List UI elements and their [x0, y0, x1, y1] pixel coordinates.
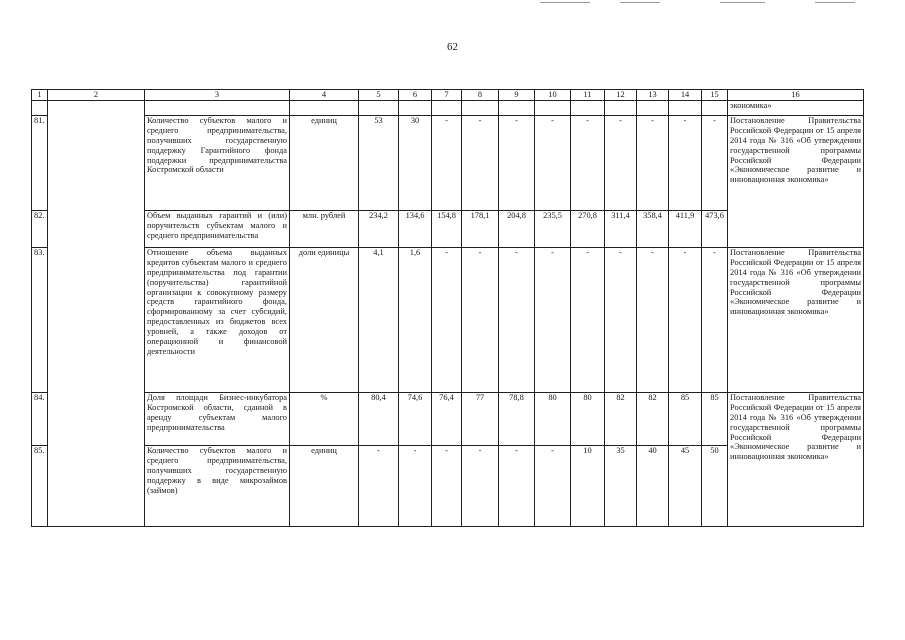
value-cell: 82 [605, 392, 637, 445]
header-row [32, 90, 864, 101]
column-header: 9 [499, 90, 535, 101]
column-header: 3 [145, 90, 290, 101]
value-cell: 53 [359, 115, 399, 210]
value-cell: 473,6 [702, 210, 728, 247]
value-cell: - [462, 115, 499, 210]
indicator-name: Доля площади Бизнес-инкубатора Костромской области, сданной в аренду субъектам малого предпринимательства [145, 392, 290, 445]
table-row [32, 392, 864, 445]
value-cell: 80,4 [359, 392, 399, 445]
source-cell: Постановление Правительства Российской Федерации от 15 апреля 2014 года № 316 «Об утверждении государственной программы Российской Федерации «Экономическое развитие и инновационная экономика» [728, 247, 864, 392]
value-cell: - [462, 247, 499, 392]
value-cell: 154,8 [432, 210, 462, 247]
value-cell: 270,8 [571, 210, 605, 247]
indicator-name: Количество субъектов малого и среднего предпринимательства, получивших государственную поддержку в виде микрозаймов (займов) [145, 445, 290, 526]
value-cell: - [399, 445, 432, 526]
value-cell: 358,4 [637, 210, 669, 247]
value-cell: - [359, 445, 399, 526]
column-header: 4 [290, 90, 359, 101]
page-number: 62 [447, 41, 458, 53]
value-cell: - [571, 115, 605, 210]
value-cell: 10 [571, 445, 605, 526]
column-header: 16 [728, 90, 864, 101]
scan-edge-line [720, 2, 765, 3]
column-header: 8 [462, 90, 499, 101]
column-header: 5 [359, 90, 399, 101]
value-cell: 1,6 [399, 247, 432, 392]
source-cell: Постановление Правительства Российской Федерации от 15 апреля 2014 года № 316 «Об утверждении государственной программы Российской Федерации «Экономическое развитие и инновационная экономика» [728, 115, 864, 247]
unit-cell: млн. рублей [290, 210, 359, 247]
value-cell: 76,4 [432, 392, 462, 445]
value-cell: 311,4 [605, 210, 637, 247]
value-cell: 78,8 [499, 392, 535, 445]
value-cell: - [702, 247, 728, 392]
value-cell: - [462, 445, 499, 526]
value-cell: 40 [637, 445, 669, 526]
indicator-name: Объем выданных гарантий и (или) поручительств субъектам малого и среднего предпринимательства [145, 210, 290, 247]
value-cell: - [499, 247, 535, 392]
table-row [32, 115, 864, 210]
column-header: 11 [571, 90, 605, 101]
value-cell: 74,6 [399, 392, 432, 445]
value-cell: 82 [637, 392, 669, 445]
value-cell: - [432, 115, 462, 210]
value-cell: 35 [605, 445, 637, 526]
indicators-table [31, 89, 864, 527]
value-cell: 77 [462, 392, 499, 445]
value-cell: - [535, 247, 571, 392]
value-cell: - [669, 247, 702, 392]
column-header: 10 [535, 90, 571, 101]
unit-cell: доли единицы [290, 247, 359, 392]
column-header: 7 [432, 90, 462, 101]
value-cell: - [432, 247, 462, 392]
scan-edge-line [540, 2, 590, 3]
column-header: 15 [702, 90, 728, 101]
row-number: 82. [32, 210, 48, 247]
table-row [32, 247, 864, 392]
scan-edge-line [815, 2, 855, 3]
value-cell: - [432, 445, 462, 526]
continuation-row [32, 100, 864, 115]
value-cell: 204,8 [499, 210, 535, 247]
unit-cell: единиц [290, 445, 359, 526]
column-header: 12 [605, 90, 637, 101]
value-cell: 234,2 [359, 210, 399, 247]
column-header: 2 [48, 90, 145, 101]
column-header: 6 [399, 90, 432, 101]
row-number: 84. [32, 392, 48, 445]
unit-cell: единиц [290, 115, 359, 210]
column-header: 13 [637, 90, 669, 101]
value-cell: 30 [399, 115, 432, 210]
value-cell: - [637, 115, 669, 210]
row-number: 85. [32, 445, 48, 526]
value-cell: 85 [669, 392, 702, 445]
value-cell: 85 [702, 392, 728, 445]
source-continuation: экономика» [728, 100, 864, 115]
value-cell: - [605, 115, 637, 210]
unit-cell: % [290, 392, 359, 445]
scan-edge-line [620, 2, 660, 3]
row-number: 81. [32, 115, 48, 210]
value-cell: 80 [535, 392, 571, 445]
value-cell: 4,1 [359, 247, 399, 392]
empty-column-2 [48, 100, 145, 526]
value-cell: 178,1 [462, 210, 499, 247]
value-cell: - [499, 445, 535, 526]
value-cell: - [571, 247, 605, 392]
source-cell: Постановление Правительства Российской Федерации от 15 апреля 2014 года № 316 «Об утверждении государственной программы Российской Федерации «Экономическое развитие и инновационная экономика» [728, 392, 864, 526]
value-cell: 80 [571, 392, 605, 445]
value-cell: - [669, 115, 702, 210]
column-header: 1 [32, 90, 48, 101]
column-header: 14 [669, 90, 702, 101]
value-cell: 235,5 [535, 210, 571, 247]
value-cell: 45 [669, 445, 702, 526]
value-cell: - [535, 115, 571, 210]
indicator-name: Количество субъектов малого и среднего предпринимательства, получивших государственную поддержку Гарантийного фонда поддержки предпринимательства Костромской области [145, 115, 290, 210]
value-cell: - [605, 247, 637, 392]
value-cell: 50 [702, 445, 728, 526]
value-cell: 411,9 [669, 210, 702, 247]
value-cell: - [702, 115, 728, 210]
row-number: 83. [32, 247, 48, 392]
value-cell: - [637, 247, 669, 392]
value-cell: - [535, 445, 571, 526]
value-cell: - [499, 115, 535, 210]
value-cell: 134,6 [399, 210, 432, 247]
indicator-name: Отношение объема выданных кредитов субъектам малого и среднего предпринимательства под гарантии (поручительства) гарантийной организации к совокупному размеру средств гарантийного фонда, сформированному за счет субсидий, предоставленных из бюджетов всех уровней, а также доходов от операционной и финансовой деятельности [145, 247, 290, 392]
